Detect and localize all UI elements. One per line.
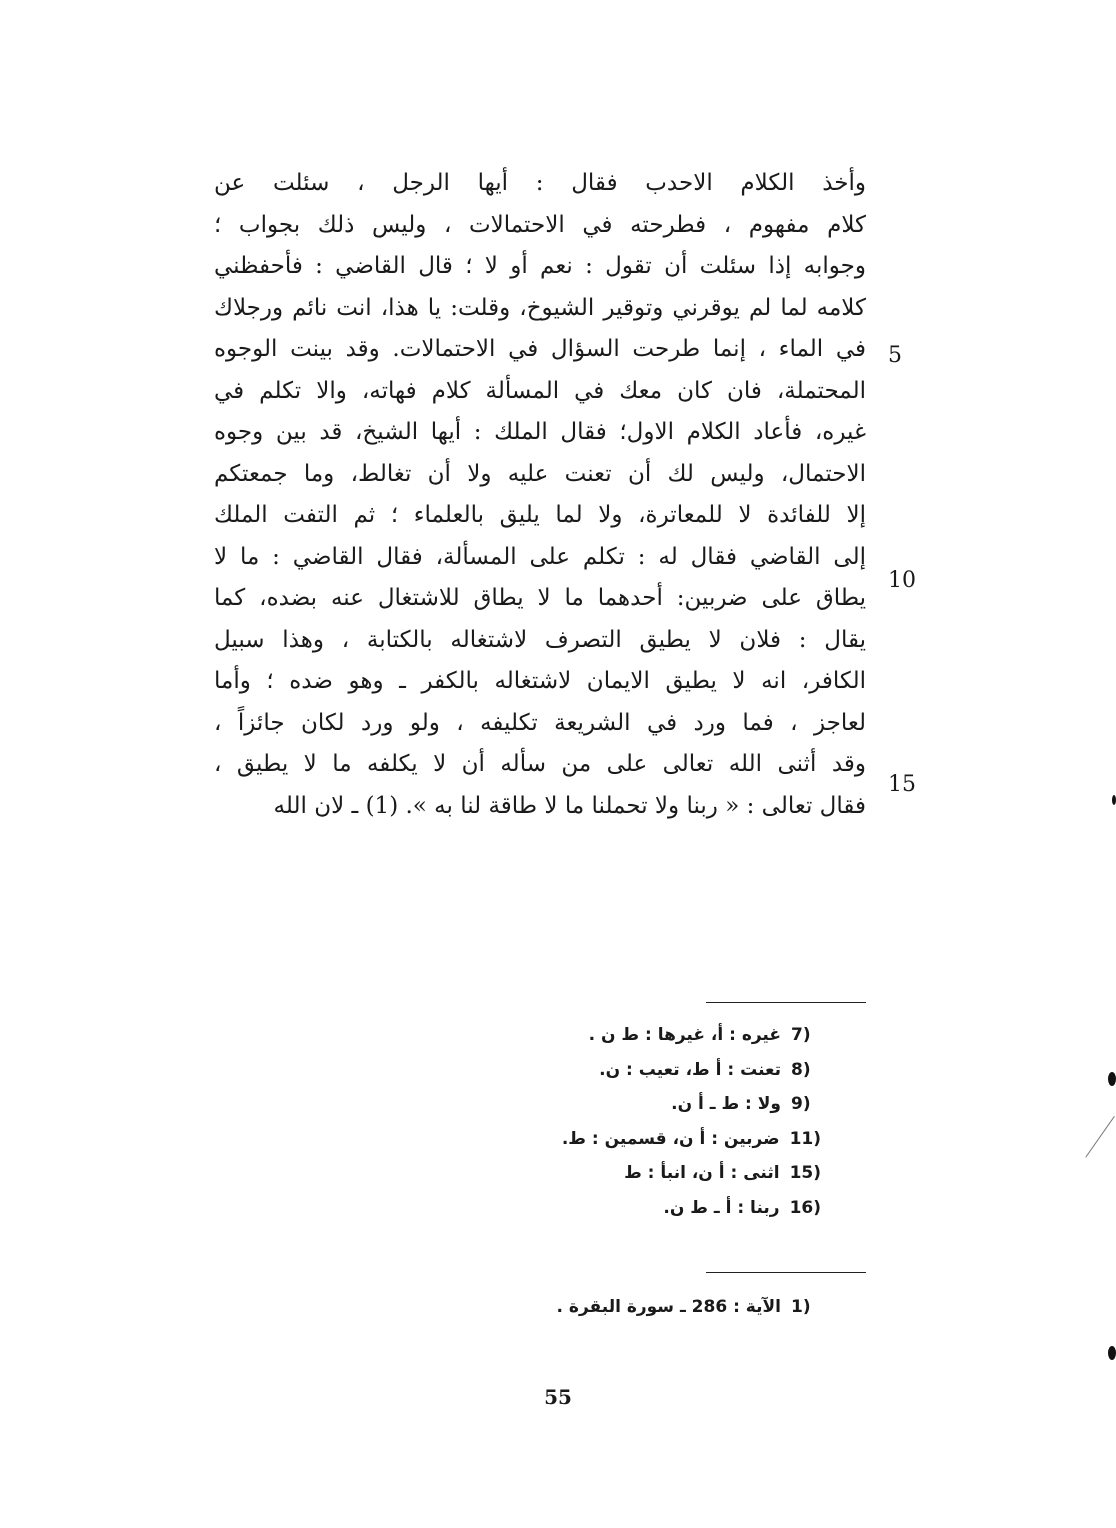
text-line: إلا للفائدة لا للمعاترة، ولا لما يليق بالعلماء ؛ ثم التفت الملك [214,502,866,528]
text-line: لعاجز ، فما ورد في الشريعة تكليفه ، ولو ورد لكان جائزاً ، [214,709,866,736]
text-line: غيره، فأعاد الكلام الاول؛ فقال الملك : أيها الشيخ، قد بين وجوه [214,419,866,445]
scan-mark [1108,1346,1116,1360]
variant-note: 9)ولا : ط ـ أ ن. [671,1094,811,1114]
page-number: 55 [544,1385,572,1409]
text-line: يطاق على ضربين: أحدهما ما لا يطاق للاشتغال عنه بضده، كما [214,585,866,611]
text-line: الاحتمال، وليس لك أن تعنت عليه ولا أن تغالط، وما جمعتكم [214,460,866,487]
text-line: وجوابه إذا سئلت أن تقول : نعم أو لا ؛ قال القاضي : فأحفظني [214,253,866,279]
scan-mark [1112,795,1116,805]
variant-note: 11)ضربين : أ ن، قسمين : ط. [561,1128,821,1149]
main-text [214,163,866,827]
variant-notes [562,1018,821,1225]
footnotes [557,1290,821,1325]
footnote: 1)الآية : 286 ـ سورة البقرة . [556,1297,811,1317]
line-number-5: 5 [888,343,902,368]
text-line: كلامه لما لم يوقرني وتوقير الشيوخ، وقلت: يا هذا، انت نائم ورجلاك [214,294,866,321]
text-line: في الماء ، إنما طرحت السؤال في الاحتمالات. وقد بينت الوجوه [214,336,866,362]
text-line: المحتملة، فان كان معك في المسألة كلام فهاته، والا تكلم في [214,377,867,404]
text-line: يقال : فلان لا يطيق التصرف لاشتغاله بالكتابة ، وهذا سبيل [214,626,866,653]
variant-notes-divider [706,1002,866,1003]
scan-artifact [1085,1116,1114,1158]
footnotes-divider [706,1272,866,1273]
variant-note: 16)ربنا : أ ـ ط ن. [663,1197,821,1218]
scan-mark [1108,1072,1116,1086]
line-number-10: 10 [888,568,916,593]
text-line: إلى القاضي فقال له : تكلم على المسألة، فقال القاضي : ما لا [214,543,866,570]
variant-note: 8)تعنت : أ ط، تعيب : ن. [599,1059,811,1080]
line-number-15: 15 [888,772,916,797]
variant-note: 15)اثنى : أ ن، انبأ : ط [624,1163,821,1183]
text-line: وأخذ الكلام الاحدب فقال : أيها الرجل ، سئلت عن [214,170,866,196]
text-line: فقال تعالى : « ربنا ولا تحملنا ما لا طاقة لنا به ». (1) ـ لان الله [273,792,866,819]
text-line: الكافر، انه لا يطيق الايمان لاشتغاله بالكفر ـ وهو ضده ؛ وأما [214,668,866,694]
text-line: وقد أثنى الله تعالى على من سأله أن لا يكلفه ما لا يطيق ، [214,751,866,777]
variant-note: 7)غيره : أ، غيرها : ط ن . [588,1025,811,1045]
text-line: كلام مفهوم ، فطرحته في الاحتمالات ، وليس ذلك بجواب ؛ [214,211,866,238]
